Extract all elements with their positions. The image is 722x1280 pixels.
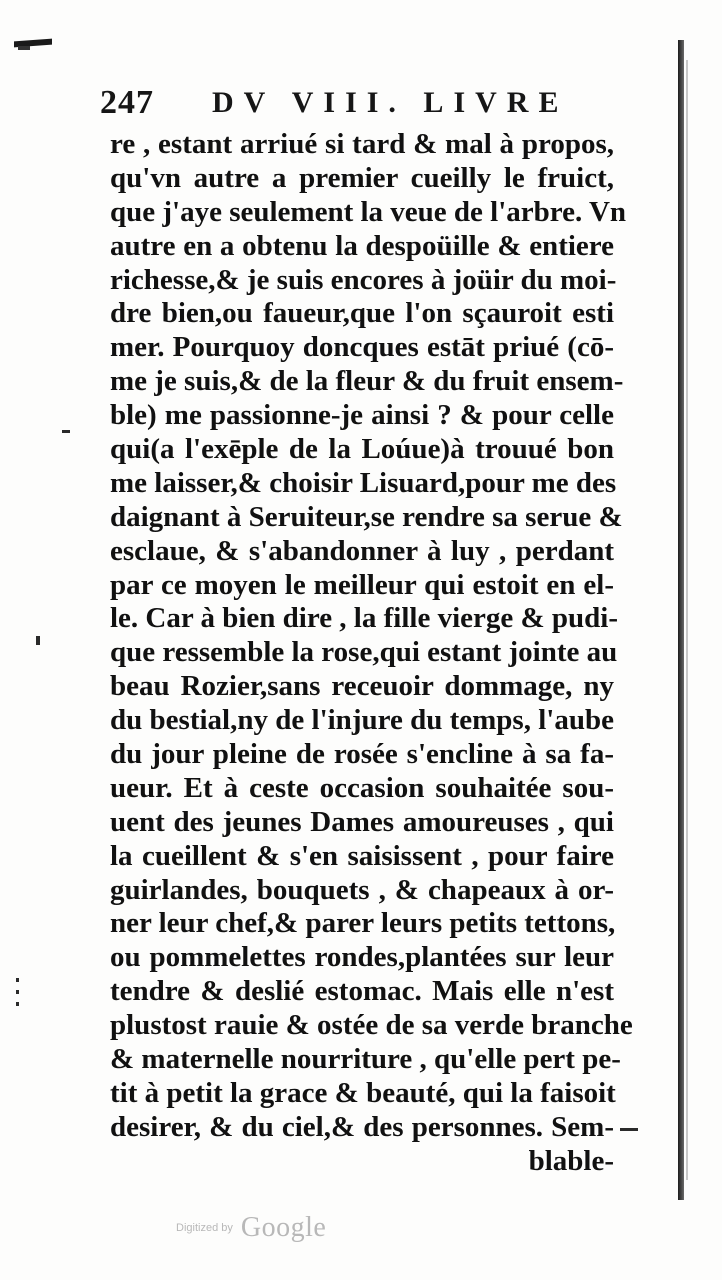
text-line: plustost rauie & ostée de sa verde branche — [110, 1009, 633, 1042]
text-line: daignant à Seruiteur,se rendre sa serue & — [110, 500, 623, 533]
text-line: ble) me passionne-je ainsi ? & pour celle — [110, 399, 614, 432]
text-line: ueur. Et à ceste occasion souhaitée sou- — [110, 771, 614, 804]
text-line: le. Car à bien dire , la fille vierge & pudi- — [110, 602, 618, 635]
text-line: esclaue, & s'abandonner à luy , perdant — [110, 534, 614, 567]
text-line: du bestial,ny de l'injure du temps, l'aube — [110, 704, 614, 737]
page-header — [100, 84, 620, 124]
text-line: ner leur chef,& parer leurs petits tettons, — [110, 907, 616, 940]
body-text — [110, 128, 633, 1179]
text-line: beau Rozier,sans receuoir dommage, ny — [110, 670, 614, 703]
text-line: par ce moyen le meilleur qui estoit en el- — [110, 568, 614, 601]
text-line: & maternelle nourriture , qu'elle pert pe- — [110, 1043, 621, 1076]
text-line: la cueillent & s'en saisissent , pour faire — [110, 839, 614, 872]
page-gutter — [678, 40, 684, 1200]
page-number: 247 — [100, 84, 154, 121]
text-line: du jour pleine de rosée s'encline à sa fa- — [110, 738, 614, 771]
margin-speck — [620, 1128, 638, 1131]
text-line: dre bien,ou faueur,que l'on sçauroit esti — [110, 297, 614, 330]
page-gutter-shadow — [686, 60, 688, 1180]
text-line: qui(a l'exēple de la Loúue)à trouué bon — [110, 433, 614, 466]
catchword: blable- — [528, 1144, 614, 1177]
text-line: mer. Pourquoy doncques estāt priué (cō- — [110, 331, 614, 364]
text-line: que j'aye seulement la veue de l'arbre. Vn — [110, 195, 627, 228]
text-line: ou pommelettes rondes,plantées sur leur — [110, 941, 614, 974]
text-line: richesse,& je suis encores à joüir du moi- — [110, 263, 617, 296]
text-line: tendre & deslié estomac. Mais elle n'est — [110, 975, 614, 1008]
text-line: autre en a obtenu la despoüille & entiere — [110, 229, 614, 262]
margin-speck — [16, 978, 19, 982]
text-line: uent des jeunes Dames amoureuses , qui — [110, 805, 614, 838]
text-line: que ressemble la rose,qui estant jointe au — [110, 636, 618, 669]
text-line: qu'vn autre a premier cueilly le fruict, — [110, 161, 614, 194]
text-line: desirer, & du ciel,& des personnes. Sem- — [110, 1110, 614, 1143]
text-line: me laisser,& choisir Lisuard,pour me des — [110, 466, 617, 499]
digitized-watermark — [176, 1212, 326, 1244]
text-line: tit à petit la grace & beauté, qui la faisoit — [110, 1076, 616, 1109]
margin-speck — [16, 1002, 19, 1006]
text-line: re , estant arriué si tard & mal à propos, — [110, 128, 614, 160]
margin-speck — [16, 990, 19, 994]
text-line: guirlandes, bouquets , & chapeaux à or- — [110, 873, 614, 906]
margin-speck — [62, 430, 70, 433]
margin-speck — [36, 636, 40, 645]
running-head: DV VIII. LIVRE — [212, 86, 569, 119]
google-logo: Google — [240, 1212, 327, 1243]
text-line: me je suis,& de la fleur & du fruit ensem- — [110, 365, 624, 398]
watermark-prefix: Digitized by — [176, 1222, 233, 1234]
ink-mark — [18, 46, 30, 50]
